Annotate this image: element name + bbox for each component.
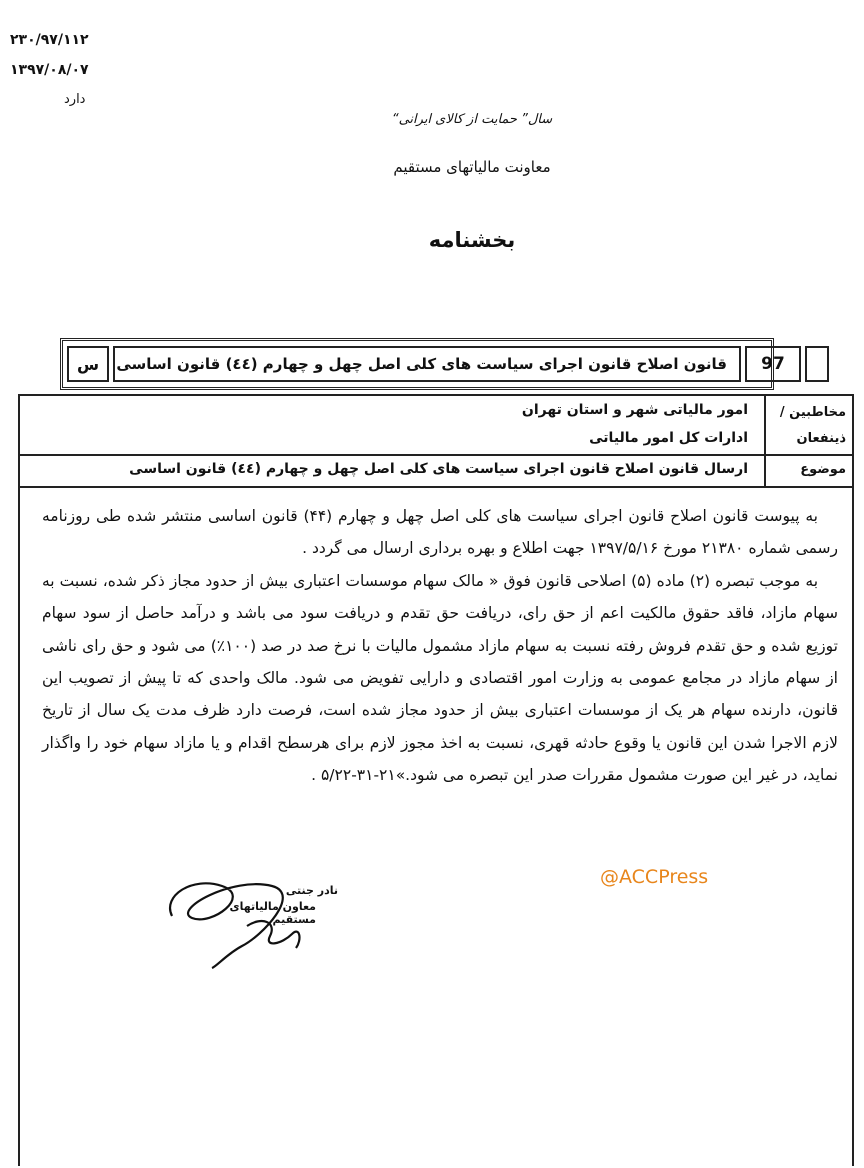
- circular-title-box: [60, 338, 785, 390]
- empty-cell: [805, 346, 829, 382]
- row-divider: [20, 486, 852, 488]
- attachment-status: دارد: [64, 92, 86, 107]
- year-slogan: سال” حمایت از کالای ایرانی“: [391, 112, 553, 127]
- circular-body-table: [18, 394, 854, 1166]
- accpress-watermark: @ACCPress: [600, 866, 709, 888]
- subject-text: ارسال قانون اصلاح قانون اجرای سیاست های کلی اصل چهل و چهارم (٤٤) قانون اساسی: [129, 461, 748, 477]
- recipient-line-2: ادارات کل امور مالیاتی: [589, 430, 748, 446]
- signatory-name: نادر جنتی: [285, 884, 338, 897]
- row-divider: [20, 454, 852, 456]
- circular-number: 97: [745, 346, 801, 382]
- signatory-title: معاون مالیاتهای مستقیم: [229, 900, 316, 926]
- document-type-heading: بخشنامه: [428, 228, 516, 252]
- circular-body: [42, 500, 838, 792]
- office-name: معاونت مالیاتهای مستقیم: [393, 158, 551, 176]
- body-paragraph-1: به پیوست قانون اصلاح قانون اجرای سیاست های کلی اصل چهل و چهارم (۴۴) قانون اساسی منتشر شده طی روزنامه رسمی شماره ۲۱۳۸۰ مورخ ۱۳۹۷/۵/۱۶ جهت اطلاع و بهره برداری ارسال می گردد .: [42, 507, 838, 558]
- subject-label: موضوع: [800, 462, 846, 477]
- recipients-label: مخاطبین / ذینفعان: [779, 405, 846, 446]
- circular-title-text: قانون اصلاح قانون اجرای سیاست های کلی اصل چهل و چهارم (٤٤) قانون اساسی: [113, 346, 741, 382]
- classification-cell: س: [67, 346, 109, 382]
- body-paragraph-2: به موجب تبصره (۲) ماده (۵) اصلاحی قانون فوق « مالک سهام موسسات اعتباری بیش از حدود مجاز ذکر شده، نسبت به سهام مازاد، فاقد حقوق مالکیت اعم از حق رای، دریافت حق تقدم و دریافت سود می باشد و درآمد حاصل از سود سهام توزیع شده و حق تقدم فروش رفته نسبت به سهام مازاد مشمول مالیات با نرخ صد در صد (۱۰۰٪) می شود و حق رای ناشی از سهام مازاد در مجامع عمومی به وزارت امور اقتصادی و دارایی تفویض می شود. مالک واحدی که تا پیش از تصویب این قانون، دارنده سهام هر یک از موسسات اعتباری بیش از حدود مجاز شده است، فرصت دارد ظرف مدت یک سال از تاریخ لازم الاجرا شدن این قانون یا وقوع حادثه قهری، نسبت به اخذ مجوز لازم برای هرسطح اقدام و یا مازاد سهام خود را واگذار نماید، در غیر این صورت مشمول مقررات صدر این تبصره می شود.»۲۱-۳۱-۵/۲۲ .: [42, 571, 838, 785]
- reference-date: ۱۳۹۷/۰۸/۰۷: [10, 62, 89, 78]
- recipient-line-1: امور مالیاتی شهر و استان تهران: [521, 402, 748, 418]
- reference-number: ۲۳۰/۹۷/۱۱۲: [10, 32, 89, 48]
